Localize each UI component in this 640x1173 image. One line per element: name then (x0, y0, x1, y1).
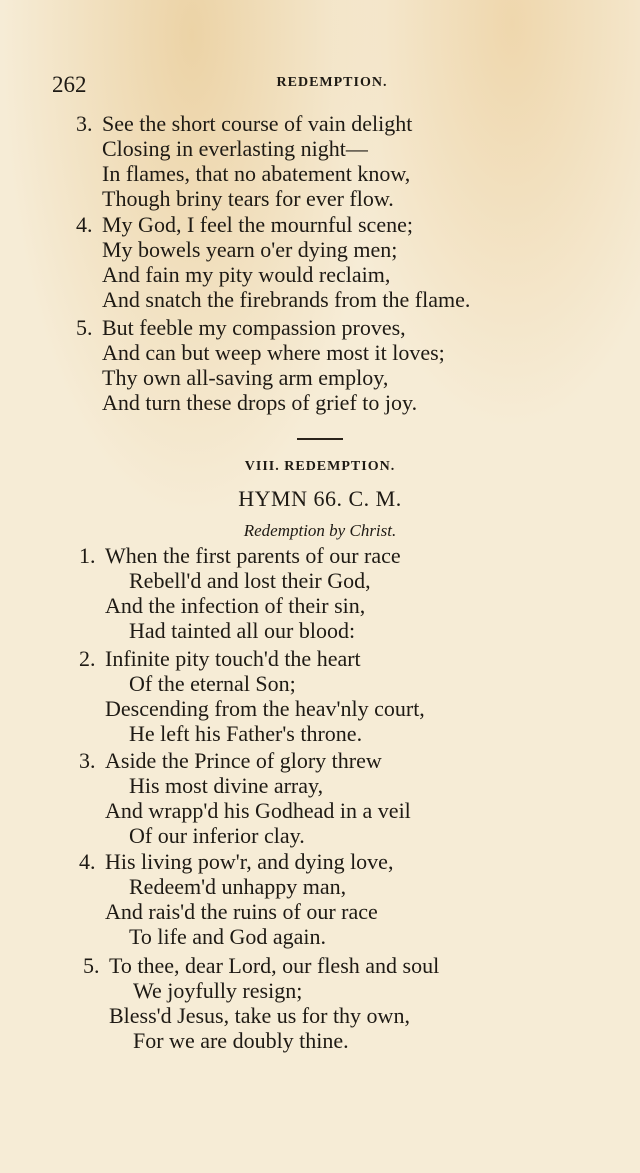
previous-hymn-verse-5 (76, 315, 445, 415)
verse-line: Closing in everlasting night— (102, 136, 368, 161)
verse-line: And snatch the firebrands from the flame. (102, 287, 471, 312)
verse-line: For we are doubly thine. (133, 1028, 349, 1053)
verse-line: And rais'd the ruins of our race (105, 899, 378, 924)
verse-line: We joyfully resign; (133, 978, 303, 1003)
verse-line: Though briny tears for ever flow. (102, 186, 394, 211)
verse-number: 4. (79, 849, 96, 874)
hymn-verse-5 (83, 953, 439, 1053)
previous-hymn-verse-4 (76, 212, 470, 312)
verse-line: See the short course of vain delight (102, 111, 413, 136)
verse-line: His most divine array, (129, 773, 324, 798)
verse-number: 1. (79, 543, 96, 568)
verse-line: And fain my pity would reclaim, (102, 262, 391, 287)
verse-line: And wrapp'd his Godhead in a veil (105, 798, 411, 823)
verse-line: Of the eternal Son; (129, 671, 296, 696)
verse-line: And the infection of their sin, (105, 593, 366, 618)
hymn-verse-2 (79, 646, 425, 746)
verse-line: Infinite pity touch'd the heart (105, 646, 361, 671)
verse-line: Descending from the heav'nly court, (105, 696, 425, 721)
verse-line: My God, I feel the mournful scene; (102, 212, 413, 237)
verse-line: His living pow'r, and dying love, (105, 849, 394, 874)
verse-line: Redeem'd unhappy man, (129, 874, 347, 899)
page-number: 262 (52, 72, 87, 97)
verse-line: To thee, dear Lord, our flesh and soul (109, 953, 440, 978)
verse-line: And turn these drops of grief to joy. (102, 390, 418, 415)
page-header (52, 72, 612, 96)
verse-number: 3. (76, 111, 93, 136)
section-divider (297, 438, 343, 440)
hymn-verse-1 (79, 543, 401, 643)
verse-line: To life and God again. (129, 924, 327, 949)
verse-number: 2. (79, 646, 96, 671)
verse-line: Of our inferior clay. (129, 823, 305, 848)
hymn-title: HYMN 66. C. M. (238, 486, 402, 511)
previous-hymn-verse-3 (76, 111, 412, 211)
verse-line: Had tainted all our blood: (129, 618, 356, 643)
verse-line: My bowels yearn o'er dying men; (102, 237, 398, 262)
verse-line: But feeble my compassion proves, (102, 315, 406, 340)
verse-line: In flames, that no abatement know, (102, 161, 411, 186)
verse-line: And can but weep where most it loves; (102, 340, 445, 365)
verse-line: Rebell'd and lost their God, (129, 568, 371, 593)
verse-number: 4. (76, 212, 93, 237)
verse-number: 5. (76, 315, 93, 340)
verse-line: When the first parents of our race (105, 543, 401, 568)
hymn-verse-4 (79, 849, 393, 949)
verse-number: 5. (83, 953, 100, 978)
hymn-subtitle: Redemption by Christ. (243, 521, 397, 540)
hymn-verse-3 (79, 748, 411, 848)
verse-line: Aside the Prince of glory threw (105, 748, 382, 773)
verse-line: Bless'd Jesus, take us for thy own, (109, 1003, 410, 1028)
verse-number: 3. (79, 748, 96, 773)
verse-line: He left his Father's throne. (129, 721, 363, 746)
section-title: VIII. REDEMPTION. (244, 459, 396, 474)
running-head: REDEMPTION. (276, 75, 388, 90)
verse-line: Thy own all-saving arm employ, (102, 365, 389, 390)
